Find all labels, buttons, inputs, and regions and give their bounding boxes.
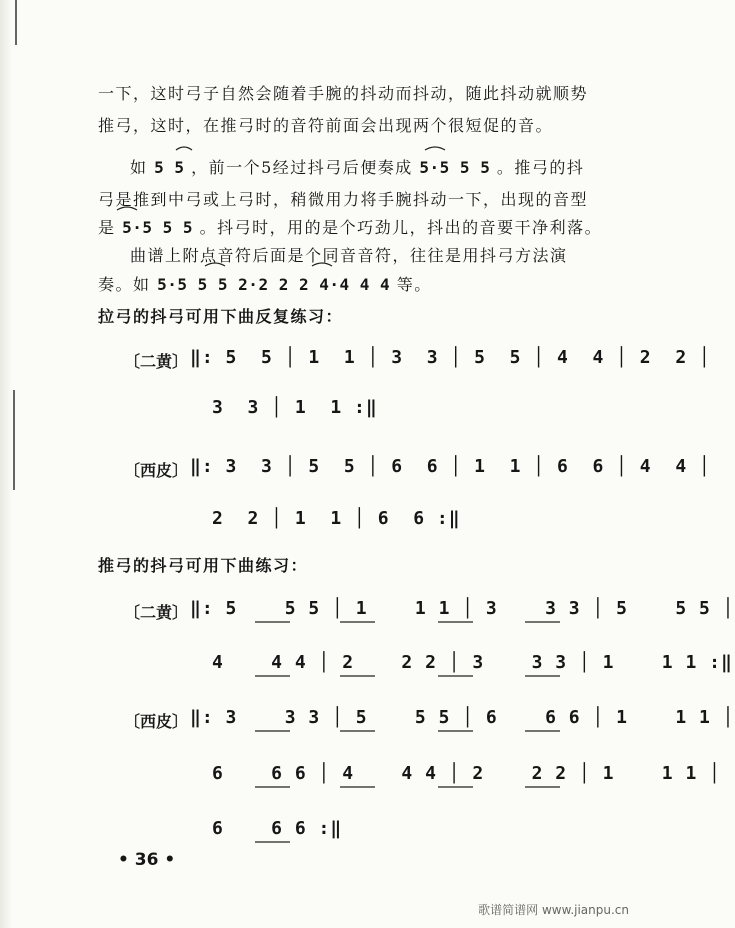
text-run: 奏。如 bbox=[98, 275, 151, 294]
watermark: 歌谱简谱网 www.jianpu.cn bbox=[478, 903, 629, 917]
paragraph-3-line-1: 曲谱上附点音符后面是个同音音符，往往是用抖弓方法演 bbox=[130, 246, 568, 265]
score-line: 6 6 6 │ 4 4 4 │ 2 2 2 │ 1 1 1 │ bbox=[212, 763, 721, 784]
page-number: • 36 • bbox=[118, 850, 176, 870]
section-heading-push-bow: 推弓的抖弓可用下曲练习： bbox=[98, 556, 309, 575]
bow-mark bbox=[425, 147, 445, 150]
score-line: ‖: 5 5 5 │ 1 1 1 │ 3 3 3 │ 5 5 5 │ bbox=[190, 598, 735, 619]
bow-mark bbox=[117, 207, 137, 210]
label-xipi: 〔西皮〕 bbox=[124, 461, 189, 480]
score-line: ‖: 3 3 3 │ 5 5 5 │ 6 6 6 │ 1 1 1 │ bbox=[190, 707, 735, 728]
score-line: 6 6 6 :‖ bbox=[212, 818, 343, 839]
label-erhuang: 〔二黄〕 bbox=[124, 603, 189, 622]
bow-mark bbox=[312, 263, 332, 266]
score-line: 4 4 4 │ 2 2 2 │ 3 3 3 │ 1 1 1 :‖ bbox=[212, 652, 733, 673]
bow-mark bbox=[205, 263, 225, 266]
text-run: 等。 bbox=[396, 275, 432, 294]
section-heading-pull-bow: 拉弓的抖弓可用下曲反复练习： bbox=[98, 307, 344, 326]
score-line: ‖: 3 3 │ 5 5 │ 6 6 │ 1 1 │ 6 6 │ 4 4 │ bbox=[190, 456, 711, 477]
label-erhuang: 〔二黄〕 bbox=[124, 352, 189, 371]
text-run: 如 bbox=[130, 158, 148, 177]
bow-mark bbox=[176, 147, 192, 150]
notation-example: 5·5 5 5 bbox=[122, 218, 194, 237]
paragraph-1-line-2: 推弓，这时，在推弓时的音符前面会出现两个很短促的音。 bbox=[98, 116, 554, 135]
score-line: 3 3 │ 1 1 :‖ bbox=[212, 397, 378, 418]
paragraph-2-line-2: 弓是推到中弓或上弓时，稍微用力将手腕抖动一下，出现的音型 bbox=[98, 190, 589, 209]
text-run: 是 bbox=[98, 218, 116, 237]
text-run: 。推弓的抖 bbox=[496, 158, 585, 177]
paragraph-1-line-1: 一下，这时弓子自然会随着手腕的抖动而抖动，随此抖动就顺势 bbox=[98, 84, 589, 103]
notation-example: 5·5 5 5 2·2 2 2 4·4 4 4 bbox=[157, 275, 391, 294]
text-run: 。抖弓时，用的是个巧劲儿，抖出的音要干净利落。 bbox=[199, 218, 603, 237]
score-line: 2 2 │ 1 1 │ 6 6 :‖ bbox=[212, 508, 461, 529]
label-xipi: 〔西皮〕 bbox=[124, 712, 189, 731]
notation-example: 5·5 5 5 bbox=[419, 158, 491, 177]
score-line: ‖: 5 5 │ 1 1 │ 3 3 │ 5 5 │ 4 4 │ 2 2 │ bbox=[190, 347, 711, 368]
text-run: ，前一个5经过抖弓后便奏成 bbox=[191, 158, 413, 177]
notation-example: 5 5 bbox=[154, 158, 185, 177]
